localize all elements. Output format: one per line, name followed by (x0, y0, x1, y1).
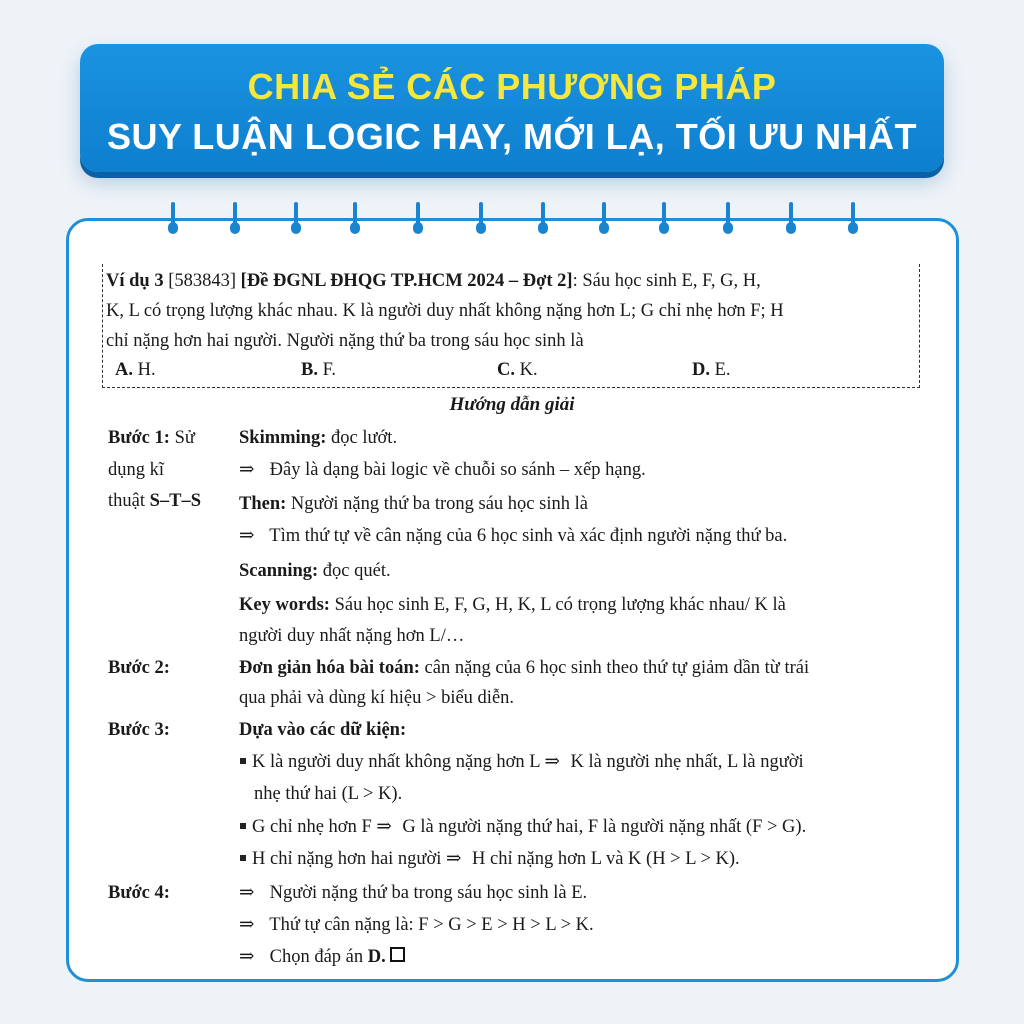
step1-label: Bước 1: Sử (108, 428, 195, 448)
binder-ring-icon (168, 202, 178, 236)
option-a: A. H. (115, 360, 156, 380)
binder-ring-icon (230, 202, 240, 236)
keywords-line: Key words: Sáu học sinh E, F, G, H, K, L có trọng lượng khác nhau/ K là (239, 595, 786, 615)
example-label: Ví dụ 3 (106, 271, 164, 291)
solution-heading: Hướng dẫn giải (449, 394, 575, 415)
end-square-icon (390, 947, 405, 962)
binder-ring-icon (413, 202, 423, 236)
question-id: [583843] (168, 271, 237, 291)
step1-label-line2: dụng kĩ (108, 460, 165, 480)
option-b: B. F. (301, 360, 337, 380)
title-banner (80, 44, 944, 172)
implies-arrow-icon: ⇒ (376, 817, 392, 837)
bullet-icon (240, 823, 246, 829)
scanning-line: Scanning: đọc quét. (239, 561, 391, 581)
binder-ring-icon (786, 202, 796, 236)
step1-label-line3: thuật S–T–S (108, 491, 202, 511)
step4-label: Bước 4: (108, 883, 170, 903)
binder-ring-icon (476, 202, 486, 236)
question-text (106, 266, 914, 356)
bullet-icon (240, 855, 246, 861)
implies-arrow-icon: ⇒ (239, 460, 255, 480)
question-source: [Đề ĐGNL ĐHQG TP.HCM 2024 – Đợt 2] (240, 271, 573, 291)
binder-ring-icon (659, 202, 669, 236)
step2-label: Bước 2: (108, 658, 170, 678)
question-line2: K, L có trọng lượng khác nhau. K là người duy nhất không nặng hơn L; G chỉ nhẹ hơn F; H (106, 301, 784, 321)
then-result: ⇒ Tìm thứ tự về cân nặng của 6 học sinh và xác định người nặng thứ ba. (239, 522, 787, 550)
step3-bullet2: G chỉ nhẹ hơn F ⇒ G là người nặng thứ hai, F là người nặng nhất (F > G). (240, 813, 806, 841)
bullet-icon (240, 758, 246, 764)
step4-line3: ⇒ Chọn đáp án D. (239, 943, 405, 971)
step3-heading: Dựa vào các dữ kiện: (239, 720, 407, 740)
keywords-line2: người duy nhất nặng hơn L/… (239, 626, 465, 646)
then-line: Then: Người nặng thứ ba trong sáu học sinh là (239, 494, 588, 514)
implies-arrow-icon: ⇒ (239, 915, 255, 935)
banner-title-line1: CHIA SẺ CÁC PHƯƠNG PHÁP (247, 66, 777, 107)
step2-line2: qua phải và dùng kí hiệu > biểu diễn. (239, 688, 515, 708)
implies-arrow-icon: ⇒ (239, 883, 255, 903)
option-d: D. E. (692, 360, 731, 380)
step3-bullet1: K là người duy nhất không nặng hơn L ⇒ K là người nhẹ nhất, L là người (240, 748, 804, 776)
implies-arrow-icon: ⇒ (544, 752, 561, 772)
step2-line1: Đơn giản hóa bài toán: cân nặng của 6 học sinh theo thứ tự giảm dần từ trái (239, 658, 810, 678)
binder-ring-icon (291, 202, 301, 236)
step3-bullet3: H chỉ nặng hơn hai người ⇒ H chỉ nặng hơn L và K (H > L > K). (240, 845, 740, 873)
binder-ring-icon (599, 202, 609, 236)
implies-arrow-icon: ⇒ (239, 947, 255, 967)
binder-ring-icon (848, 202, 858, 236)
binder-ring-icon (538, 202, 548, 236)
banner-title-line2: SUY LUẬN LOGIC HAY, MỚI LẠ, TỐI ƯU NHẤT (106, 116, 918, 157)
binder-ring-icon (723, 202, 733, 236)
step4-line2: ⇒ Thứ tự cân nặng là: F > G > E > H > L > K. (239, 911, 594, 939)
step3-label: Bước 3: (108, 720, 170, 740)
question-line1: : Sáu học sinh E, F, G, H, (572, 271, 761, 291)
binder-ring-icon (350, 202, 360, 236)
skimming-line: Skimming: đọc lướt. (239, 428, 398, 448)
implies-arrow-icon: ⇒ (446, 849, 462, 869)
implies-arrow-icon: ⇒ (239, 526, 255, 546)
option-c: C. K. (497, 360, 538, 380)
skimming-result: ⇒ Đây là dạng bài logic về chuỗi so sánh – xếp hạng. (239, 456, 646, 484)
question-line3: chỉ nặng hơn hai người. Người nặng thứ ba trong sáu học sinh là (106, 331, 584, 351)
step3-bullet1-cont: nhẹ thứ hai (L > K). (254, 784, 403, 804)
step4-line1: ⇒ Người nặng thứ ba trong sáu học sinh là E. (239, 879, 587, 907)
